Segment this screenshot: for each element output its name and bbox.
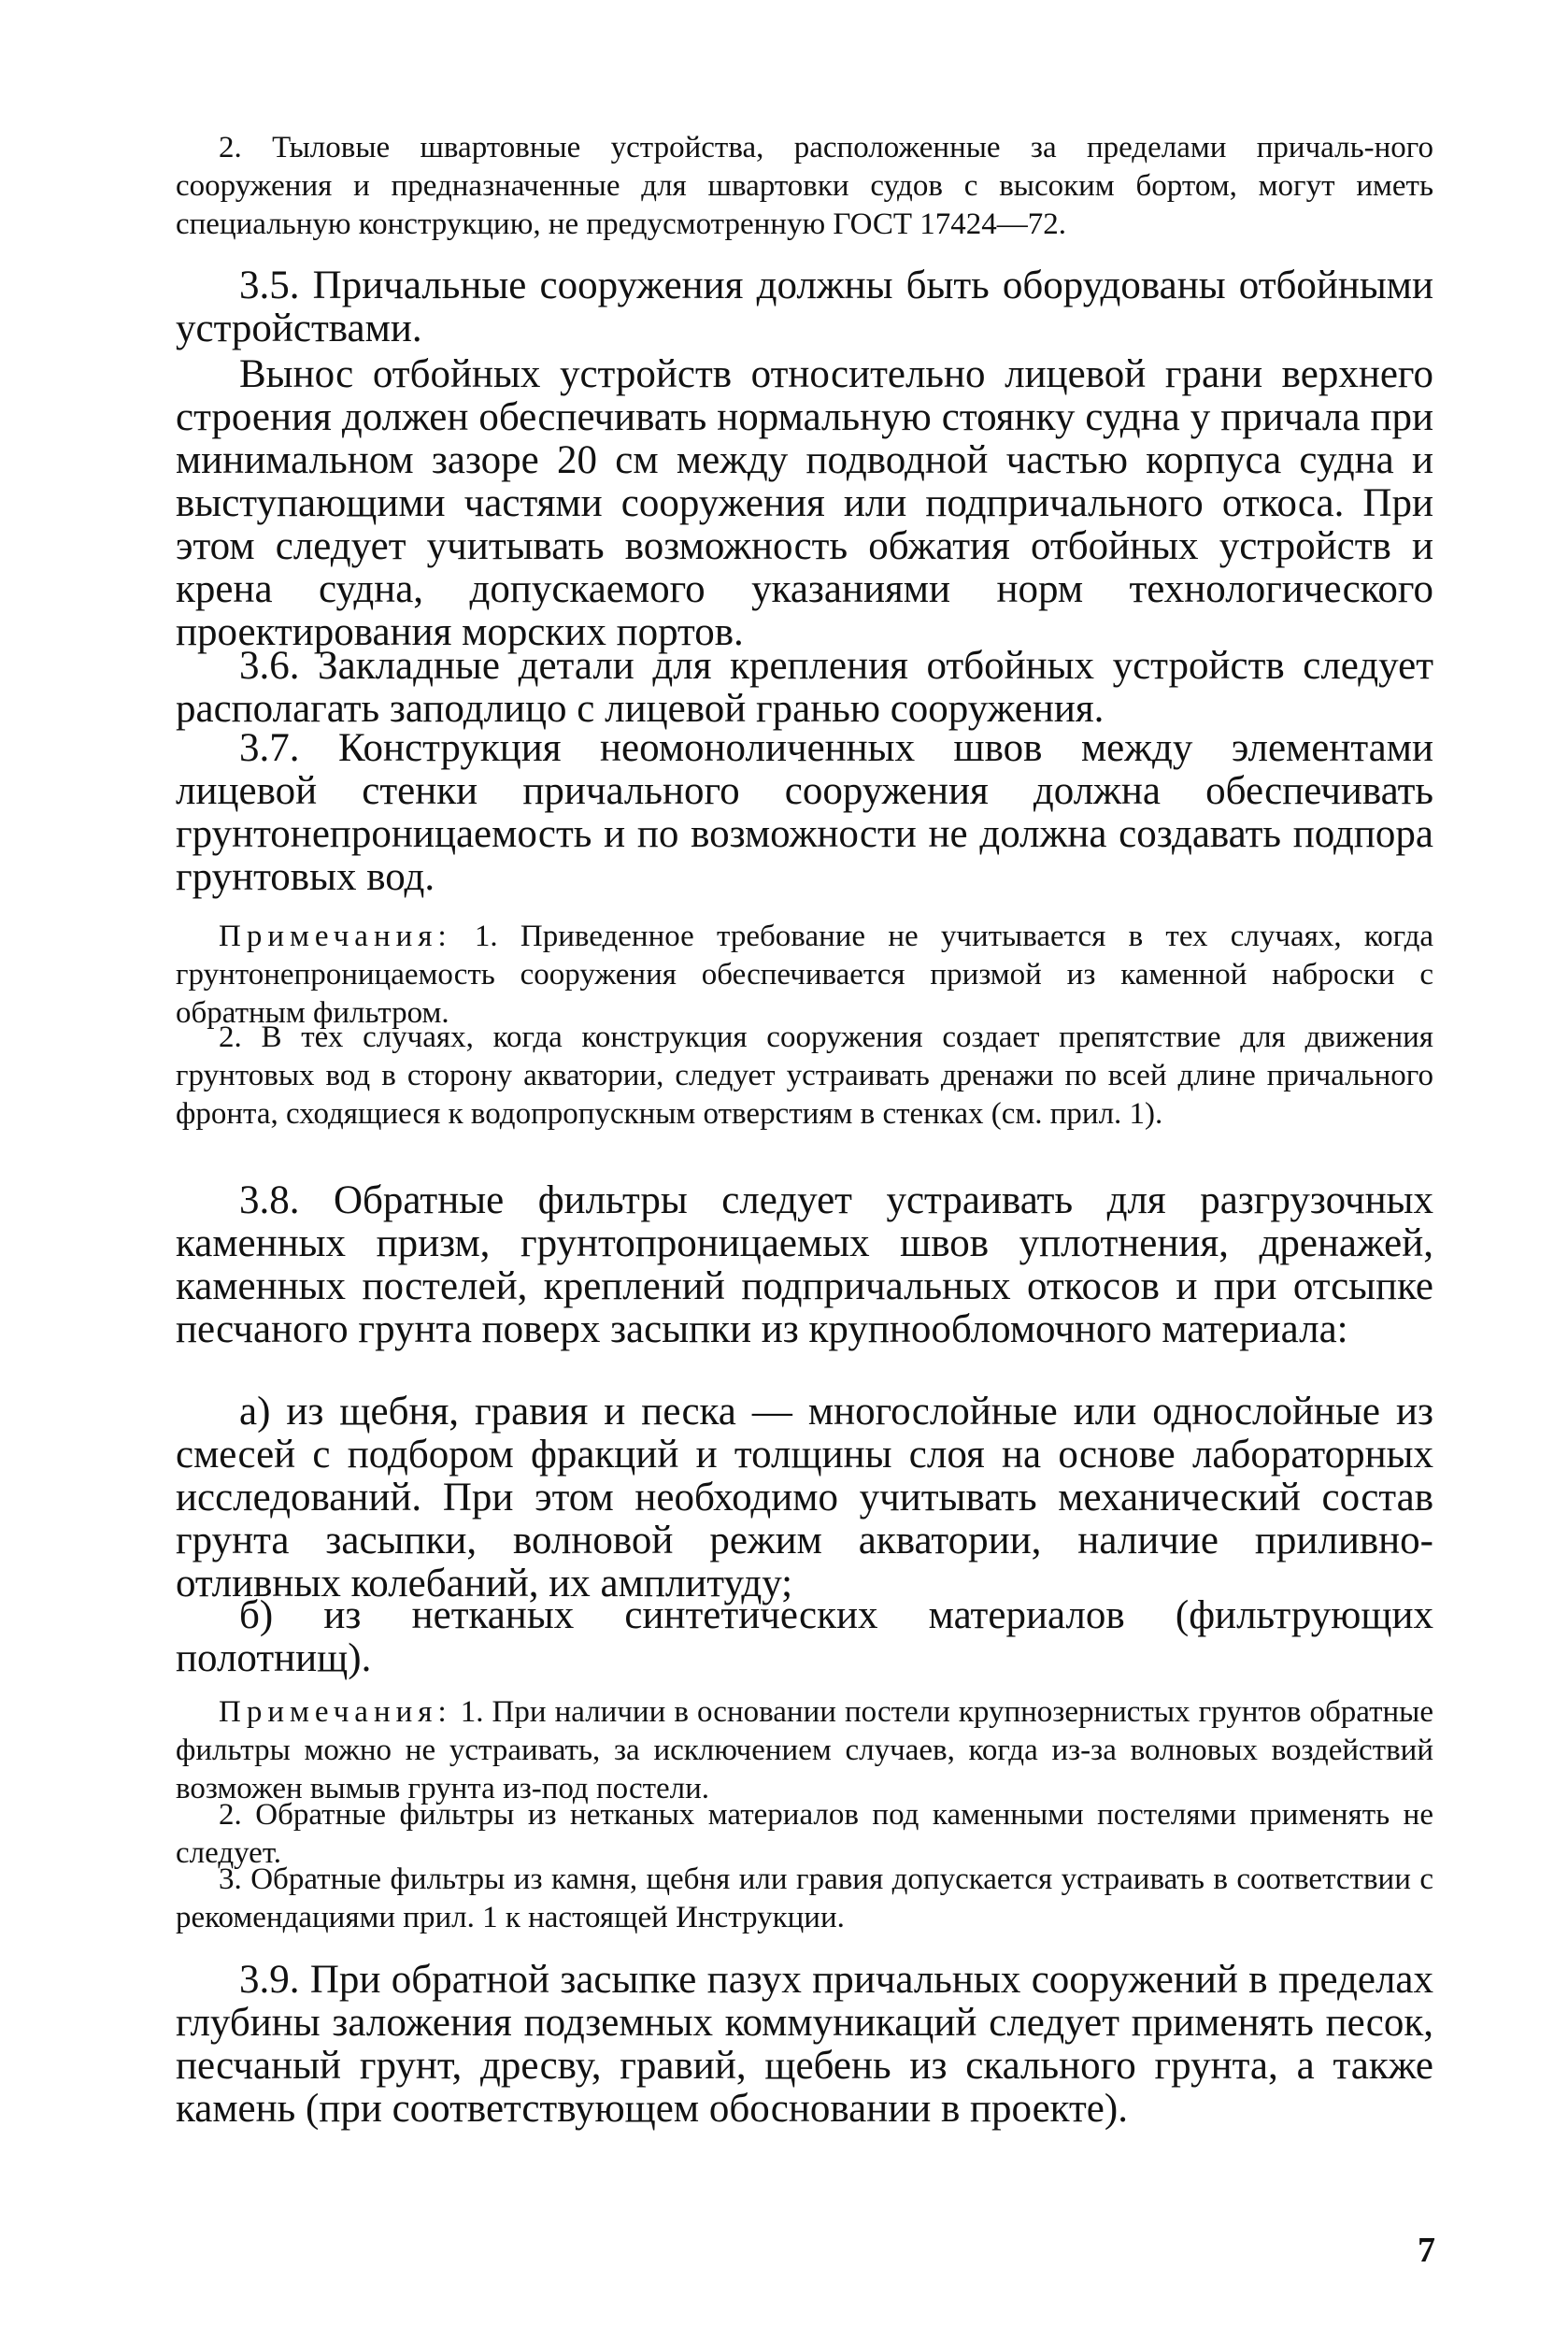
section-3-5-body: Вынос отбойных устройств относительно лицевой грани верхнего строения должен обеспечивать нормальную стоянку судна у причала при минимальном зазоре 20 см между подводной частью корпуса судна и выступающими частями сооружения или подпричального откоса. При этом следует учитывать возможность обжатия отбойных устройств и крена судна, допускаемого указаниями норм технологического проектирования морских портов. xyxy=(176,352,1433,654)
section-3-7-note-2: 2. В тех случаях, когда конструкция сооружения создает препятствие для движения грунтовых вод в сторону акватории, следует устраивать дренажи по всей длине причального фронта, сходящиеся к водопропускным отверстиям в стенках (см. прил. 1). xyxy=(176,1020,1433,1131)
note-1-text: 1. При наличии в основании постели крупнозернистых грунтов обратные фильтры можно не устраивать, за исключением случаев, когда из-за волновых воздействий возможен вымыв грунта из-под постели. xyxy=(176,1695,1433,1805)
section-3-8-note-1 xyxy=(176,1693,1433,1808)
notes-heading: Примечания: xyxy=(219,1695,452,1729)
section-3-6: 3.6. Закладные детали для крепления отбойных устройств следует располагать заподлицо с лицевой гранью сооружения. xyxy=(176,644,1433,731)
section-3-8-note-3: 3. Обратные фильтры из камня, щебня или гравия допускается устраивать в соответствии с рекомендациями прил. 1 к настоящей Инструкции. xyxy=(176,1862,1433,1934)
section-3-5-heading: 3.5. Причальные сооружения должны быть оборудованы отбойными устройствами. xyxy=(176,264,1433,350)
page-number: 7 xyxy=(1418,2231,1435,2270)
section-3-9: 3.9. При обратной засыпке пазух причальных сооружений в пределах глубины заложения подземных коммуникаций следует применять песок, песчаный грунт, дресву, гравий, щебень из скального грунта, а также камень (при соответствующем обосновании в проекте). xyxy=(176,1958,1433,2131)
section-3-8: 3.8. Обратные фильтры следует устраивать для разгрузочных каменных призм, грунтопроницаемых швов уплотнения, дренажей, каменных постелей, креплений подпричальных откосов и при отсыпке песчаного грунта поверх засыпки из крупнообломочного материала: xyxy=(176,1178,1433,1351)
section-3-7-note-1 xyxy=(176,918,1433,1033)
notes-heading: Примечания: xyxy=(219,920,452,953)
section-3-8-note-2: 2. Обратные фильтры из нетканых материалов под каменными постелями применять не следует. xyxy=(176,1798,1433,1870)
note-1-text: 1. Приведенное требование не учитывается в тех случаях, когда грунтонепроницаемость сооружения обеспечивается призмой из каменной наброски с обратным фильтром. xyxy=(176,920,1434,1030)
section-3-8-item-a: а) из щебня, гравия и песка — многослойные или однослойные из смесей с подбором фракций и толщины слоя на основе лабораторных исследований. При этом необходимо учитывать механический состав грунта засыпки, волновой режим акватории, наличие приливно-отливных колебаний, их амплитуду; xyxy=(176,1390,1433,1605)
section-3-8-item-b: б) из нетканых синтетических материалов (фильтрующих полотнищ). xyxy=(176,1593,1433,1680)
paragraph-2-note: 2. Тыловые швартовные устройства, расположенные за пределами причаль-ного сооружения и предназначенные для швартовки судов с высоким бортом, могут иметь специальную конструкцию, не предусмотренную ГОСТ 17424—72. xyxy=(176,131,1433,241)
section-3-7: 3.7. Конструкция неомоноличенных швов между элементами лицевой стенки причального сооружения должна обеспечивать грунтонепроницаемость и по возможности не должна создавать подпора грунтовых вод. xyxy=(176,726,1433,899)
